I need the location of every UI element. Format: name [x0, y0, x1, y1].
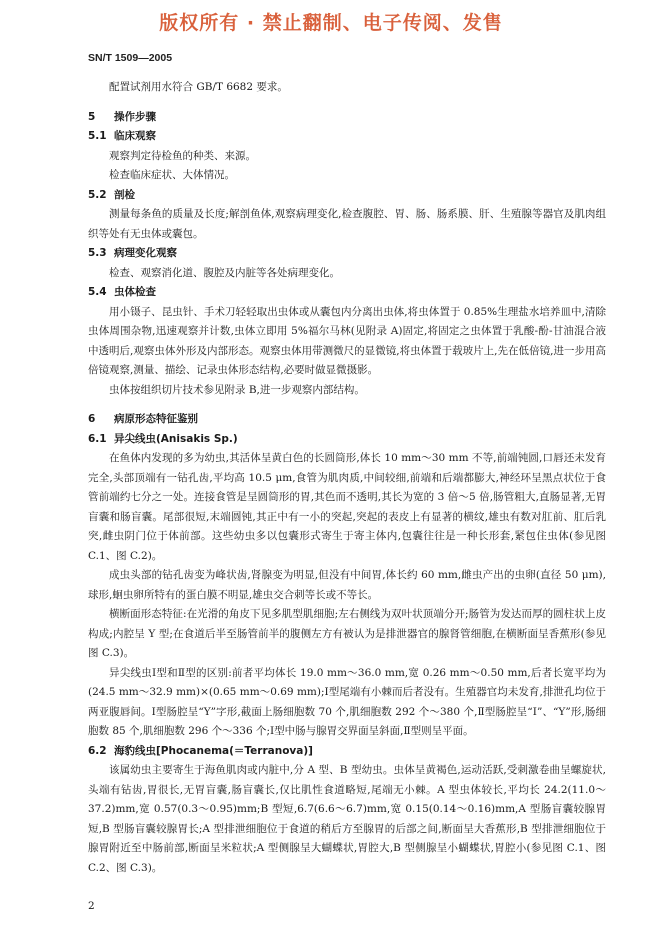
subsection-number: 6.2: [88, 744, 107, 757]
subsection-title: 病理变化观察: [114, 247, 177, 259]
subsection-number: 5.4: [88, 286, 107, 298]
subsection-number: 5.2: [88, 188, 107, 201]
subsection-heading: [88, 186, 606, 206]
document-body: [88, 78, 606, 878]
subsection-number: 6.1: [88, 432, 107, 445]
subsection-title: 海豹线虫[Phocanema(＝Terranova)]: [114, 744, 313, 757]
subsection-heading: [88, 283, 606, 303]
section-number: 6: [88, 413, 96, 425]
paragraph: 异尖线虫Ⅰ型和Ⅱ型的区别:前者平均体长 19.0 mm～36.0 mm,宽 0.26 mm～0.50 mm,后者长宽平均为(24.5 mm～32.9 mm)×(0.65 mm～0.69 mm);Ⅰ型尾端有小棘而后者没有。生殖器官均未发育,排泄孔均位于两亚腹唇间。Ⅰ型肠腔呈“Y”字形,截面上肠细胞数 70 个,肌细胞数 292 个～380 个,Ⅱ型肠腔呈“Ⅰ”、“Y”形,肠细胞数 85 个,肌细胞数 296 个～336 个;Ⅰ型中肠与腺胃交界面呈斜面,Ⅱ型则呈平面。: [88, 666, 606, 737]
subsection-number: 5.1: [88, 130, 107, 142]
paragraph: 测量每条鱼的质量及长度;解剖鱼体,观察病理变化,检查腹腔、胃、肠、肠系膜、肝、生殖腺等器官及肌肉组织等处有无虫体或囊包。: [88, 208, 606, 240]
subsection-heading: [88, 244, 606, 264]
section-title: 操作步骤: [114, 110, 156, 123]
page-number: 2: [88, 900, 95, 912]
section-heading: [88, 410, 606, 430]
subsection-heading: [88, 430, 606, 450]
subsection-title: 临床观察: [114, 130, 156, 142]
paragraph: 观察判定待检鱼的种类、来源。: [109, 149, 256, 162]
section-title: 病原形态特征鉴别: [114, 413, 198, 425]
subsection-heading: [88, 742, 606, 762]
paragraph: 在鱼体内发现的多为幼虫,其活体呈黄白色的长圆筒形,体长 10 mm～30 mm 不等,前端钝圆,口唇还未发育完全,头部顶端有一钻孔齿,平均高 10.5 μm,食管为肌肉质,中间较细,前端和后端都膨大,神经环呈黑点状位于食管前端约七分之一处。连接食管是呈圆筒形的胃,其色而不透明,其长为宽的 3 倍～5 倍,肠管粗大,直肠显著,无胃盲囊和肠盲囊。尾部很短,末端圆钝,其正中有一小的突起,突起的表皮上有显著的横纹,雄虫有数对肛前、肛后乳突,雌虫阴门位于体前部。这些幼虫多以包囊形式寄生于寄主体内,包囊往往是一种长形套,紧包住虫体(参见图 C.1、图 C.2)。: [88, 452, 606, 562]
watermark: 版权所有 · 禁止翻制、电子传阅、发售: [159, 12, 503, 34]
subsection-title: 剖检: [114, 188, 135, 201]
paragraph: 检查临床症状、大体情况。: [109, 169, 235, 181]
section-number: 5: [88, 110, 96, 123]
subsection-title: 虫体检查: [114, 286, 156, 298]
paragraph: 虫体按组织切片技术参见附录 B,进一步观察内部结构。: [109, 383, 365, 396]
paragraph: 检查、观察消化道、腹腔及内脏等各处病理变化。: [109, 266, 340, 279]
paragraph: 成虫头部的钻孔齿变为峰状齿,肾腺变为明显,但没有中间胃,体长约 60 mm,雌虫产出的虫卵(直径 50 μm),球形,蛔虫卵所特有的蛋白膜不明显,雄虫交合刺等长或不等长。: [88, 569, 606, 601]
subsection-heading: [88, 127, 606, 147]
section-heading: [88, 108, 606, 128]
paragraph: 用小镊子、昆虫针、手术刀轻轻取出虫体或从囊包内分离出虫体,将虫体置于 0.85%生理盐水培养皿中,清除虫体周围杂物,迅速观察并计数,虫体立即用 5%福尔马林(见附录 A)固定,将固定之虫体置于乳酸-酚-甘油混合液中透明后,观察虫体外形及内部形态。观察虫体用带测微尺的显微镜,将虫体置于载玻片上,先在低倍镜,进一步用高倍镜观察,测量、描绘、记录虫体形态结构,必要时做显微摄影。: [88, 305, 606, 376]
subsection-title: 异尖线虫(Anisakis Sp.): [114, 432, 238, 445]
subsection-number: 5.3: [88, 247, 107, 259]
paragraph: 横断面形态特征:在光滑的角皮下见多肌型肌细胞;左右侧线为双叶状顶端分开;肠管为发达而厚的圆柱状上皮构成;内腔呈 Y 型;在食道后半至肠管前半的腹侧左方有被认为是排泄器官的腺肾管细胞,在横断面呈香蕉形(参见图 C.3)。: [88, 608, 606, 659]
standard-number: SN/T 1509—2005: [88, 52, 173, 64]
paragraph: 该属幼虫主要寄生于海鱼肌肉或内脏中,分 A 型、B 型幼虫。虫体呈黄褐色,运动活跃,受刺激卷曲呈螺旋状,头端有钻齿,胃很长,无胃盲囊,肠盲囊长,仅比肌性食道略短,尾端无小棘。A 型虫体较长,平均长 24.2(11.0～37.2)mm,宽 0.57(0.3～0.95)mm;B 型短,6.7(6.6～6.7)mm,宽 0.15(0.14～0.16)mm,A 型肠盲囊较腺胃短,B 型肠盲囊较腺胃长;A 型排泄细胞位于食道的稍后方至腺胃的后部之间,断面呈大香蕉形,B 型排泄细胞位于腺胃附近至中肠前部,断面呈米粒状;A 型侧腺呈大蝴蝶状,胃腔大,B 型侧腺呈小蝴蝶状,胃腔小(参见图 C.1、图 C.2、图 C.3)。: [88, 764, 606, 874]
paragraph: 配置试剂用水符合 GB/T 6682 要求。: [109, 81, 288, 93]
